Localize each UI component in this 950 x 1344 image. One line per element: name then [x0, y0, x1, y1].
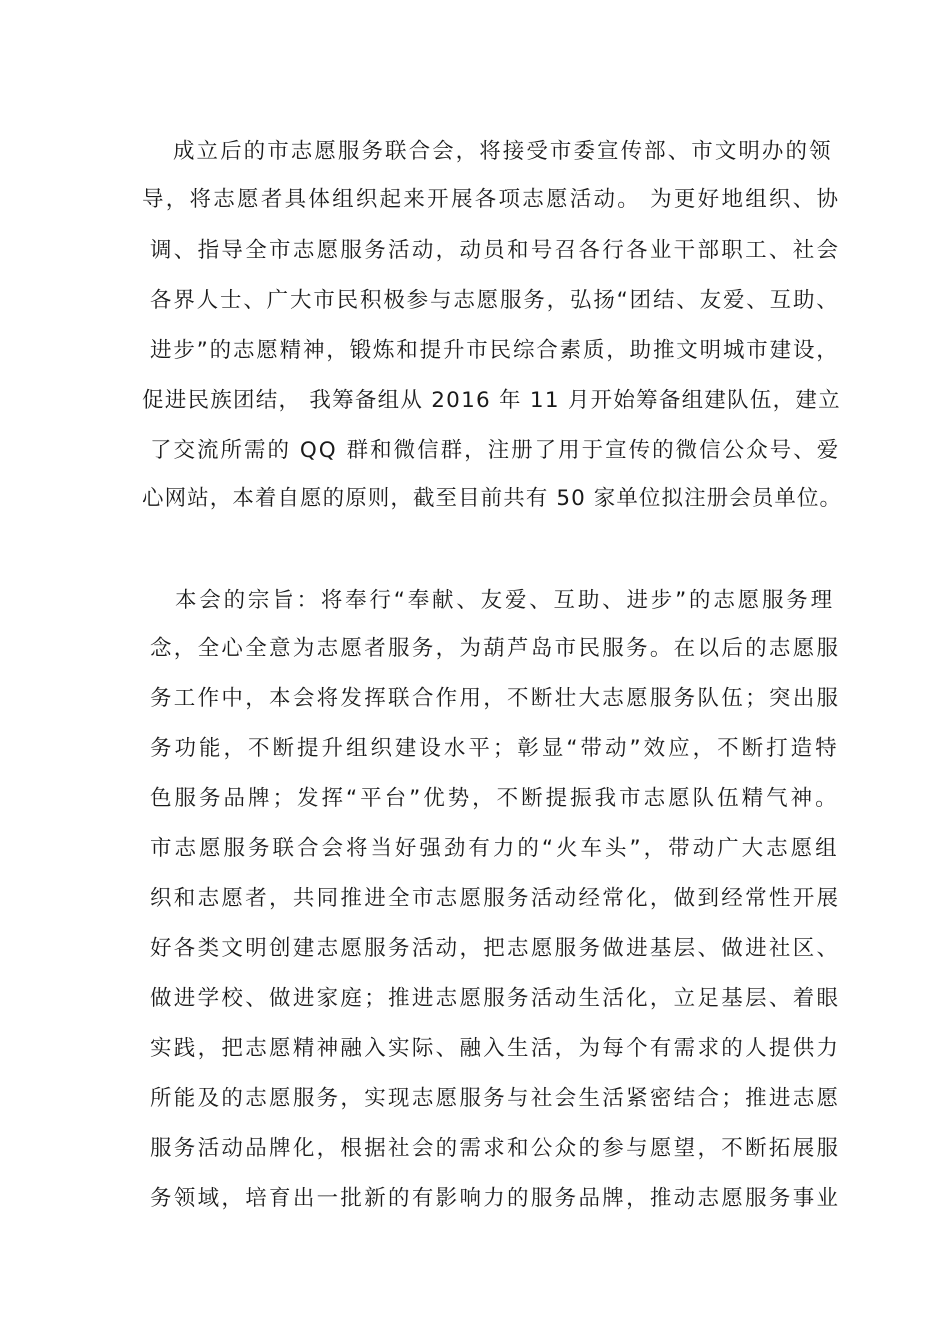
text-line: 织和志愿者，共同推进全市志愿服务活动经常化，做到经常性开展 [150, 886, 841, 911]
text-line: 服务活动品牌化，根据社会的需求和公众的参与愿望，不断拓展服 [150, 1136, 841, 1161]
text-line: 导，将志愿者具体组织起来开展各项志愿活动。 为更好地组织、协 [142, 187, 841, 212]
text-line: 促进民族团结， 我筹备组从 2016 年 11 月开始筹备组建队伍，建立 [142, 388, 841, 413]
text-line: 色服务品牌；发挥“平台”优势，不断提振我市志愿队伍精气神。 [150, 786, 840, 811]
text-line: 成立后的市志愿服务联合会，将接受市委宣传部、市文明办的领 [173, 139, 833, 164]
text-line: 务工作中，本会将发挥联合作用，不断壮大志愿服务队伍；突出服 [150, 686, 841, 711]
text-line: 市志愿服务联合会将当好强劲有力的“火车头”，带动广大志愿组 [150, 836, 840, 861]
text-line: 务领域，培育出一批新的有影响力的服务品牌，推动志愿服务事业 [150, 1186, 841, 1211]
text-line: 调、指导全市志愿服务活动，动员和号召各行各业干部职工、社会 [150, 238, 841, 263]
text-line: 本会的宗旨：将奉行“奉献、友爱、互助、进步”的志愿服务理 [175, 588, 835, 613]
text-line: 各界人士、广大市民积极参与志愿服务，弘扬“团结、友爱、互助、 [150, 288, 840, 313]
text-line: 务功能，不断提升组织建设水平；彰显“带动”效应，不断打造特 [150, 736, 840, 761]
text-line: 念，全心全意为志愿者服务，为葫芦岛市民服务。在以后的志愿服 [150, 636, 841, 661]
text-line: 所能及的志愿服务，实现志愿服务与社会生活紧密结合；推进志愿 [150, 1086, 841, 1111]
text-line: 了交流所需的 QQ 群和微信群，注册了用于宣传的微信公众号、爱 [150, 438, 841, 463]
text-line: 做进学校、做进家庭；推进志愿服务活动生活化，立足基层、着眼 [150, 986, 841, 1011]
text-line: 进步”的志愿精神，锻炼和提升市民综合素质，助推文明城市建设， [150, 338, 840, 363]
text-line: 心网站，本着自愿的原则，截至目前共有 50 家单位拟注册会员单位。 [142, 486, 843, 511]
text-line: 实践，把志愿精神融入实际、融入生活，为每个有需求的人提供力 [150, 1036, 841, 1061]
text-line: 好各类文明创建志愿服务活动，把志愿服务做进基层、做进社区、 [150, 936, 841, 961]
